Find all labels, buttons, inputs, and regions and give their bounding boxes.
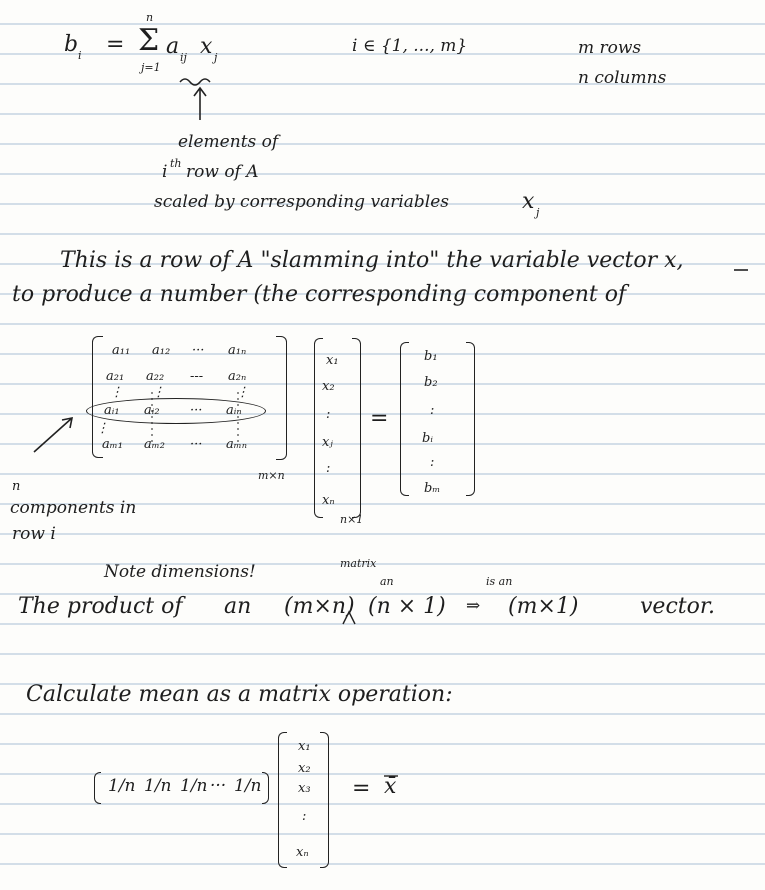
sum-sigma: Σ (138, 23, 160, 58)
vector-x-entry: x₁ (326, 353, 339, 368)
annotation-line3-j: j (536, 206, 540, 219)
dimensions-nx1: (n × 1) (368, 594, 446, 619)
row-note-line1: components in (10, 498, 137, 518)
insert-caret (343, 612, 355, 624)
matrix-a-entry: a₁ₙ (228, 343, 247, 358)
matrix-a-vdots: ⋮ (96, 421, 109, 436)
explanation-line1: This is a row of A "slamming into" the variable vector x, (60, 248, 684, 273)
dimensions-mx1: (m×1) (508, 594, 579, 619)
mean-heading: Calculate mean as a matrix operation: (26, 682, 453, 707)
dimensions-word-vector: vector. (640, 594, 715, 619)
dimensions-word-an: an (224, 594, 252, 619)
mean-column-entry: xₙ (296, 845, 309, 860)
matrix-a-entry: a₁₂ (152, 343, 171, 358)
annotation-line3: scaled by corresponding variables (154, 192, 450, 212)
matrix-a-entry: ··· (190, 437, 203, 452)
vector-x-entry: : (326, 407, 331, 422)
rows-note: m rows (578, 38, 642, 58)
up-arrow-to-term (194, 88, 206, 120)
matrix-a-vdots: ⋮ (152, 385, 165, 400)
vector-b-entry: bᵢ (422, 431, 433, 446)
mean-column-entry: x₂ (298, 761, 311, 776)
vector-b-entry: : (430, 455, 435, 470)
mean-row-entry: 1/n (144, 776, 172, 796)
columns-note: n columns (578, 68, 667, 88)
vector-x-entry: xⱼ (322, 435, 333, 450)
sum-term-a-sub: ij (180, 51, 187, 64)
vector-x-entry: : (326, 461, 331, 476)
dimensions-mn: (m×n) (284, 594, 355, 619)
sum-upper-limit: n (146, 11, 154, 24)
sum-term-x-sub: j (214, 51, 218, 64)
mean-equals: = (352, 776, 371, 801)
mean-column-entry: x₃ (298, 781, 311, 796)
vector-b-entry: bₘ (424, 481, 441, 496)
matrix-a-entry: aᵢₙ (226, 403, 242, 418)
above-matrix: matrix (340, 557, 377, 570)
vector-b-entry: b₂ (424, 375, 438, 390)
mean-column-entry: x₁ (298, 739, 311, 754)
matrix-a-entry: --- (190, 369, 204, 384)
matrix-a-entry: ··· (192, 343, 205, 358)
vector-b-entry: : (430, 403, 435, 418)
tilde-under-term (180, 79, 210, 85)
above-is-an: is an (486, 575, 513, 588)
annotation-line1: elements of (178, 132, 279, 152)
vector-x-entry: x₂ (322, 379, 335, 394)
matrix-a-entry: a₂ₙ (228, 369, 247, 384)
matrix-a-entry: aₘₙ (226, 437, 247, 452)
matrix-a-entry: a₂₁ (106, 369, 125, 384)
matrix-a-entry: aₘ₁ (102, 437, 123, 452)
annotation-line2-th: th (170, 157, 182, 170)
sum-term-x: x (200, 34, 213, 59)
dotted-column-line (152, 392, 238, 444)
annotation-line2-i: i (162, 162, 168, 182)
sum-lhs-sub: i (78, 49, 82, 62)
sum-lower-limit: j=1 (141, 61, 161, 74)
matrix-a-dims: m×n (258, 469, 285, 482)
matrix-a-entry: a₂₂ (146, 369, 165, 384)
matrix-a-entry: a₁₁ (112, 343, 131, 358)
index-set: i ∈ {1, ..., m} (352, 36, 468, 56)
sum-equals: = (106, 32, 125, 57)
above-an: an (380, 575, 394, 588)
dimensions-arrow: ⇒ (466, 596, 481, 616)
matrix-a-vdots: ⋮ (236, 385, 249, 400)
annotation-line3-x: x (522, 189, 535, 214)
row-pointer-arrow (34, 418, 72, 452)
annotation-line2-rest: row of A (186, 162, 259, 182)
vector-x-entry: xₙ (322, 493, 335, 508)
matrix-a-entry: aᵢ₁ (104, 403, 120, 418)
dimensions-sentence-start: The product of (18, 594, 183, 619)
matrix-a-entry: ··· (190, 403, 203, 418)
row-note-n: n (12, 479, 21, 494)
mean-column-entry: : (302, 809, 307, 824)
explanation-line2: to produce a number (the corresponding component of (12, 282, 627, 307)
matrix-a-entry: aₘ₂ (144, 437, 165, 452)
mean-row-entry: 1/n (108, 776, 136, 796)
matrix-a-vdots: ⋮ (110, 385, 123, 400)
sum-term-a: a (166, 34, 180, 59)
vector-b-entry: b₁ (424, 349, 438, 364)
vector-x-dims: n×1 (340, 513, 364, 526)
matrix-equation-equals: = (370, 406, 389, 431)
mean-row-entry: ··· (210, 776, 227, 796)
sum-lhs: b (64, 32, 79, 57)
dimensions-note: Note dimensions! (104, 562, 256, 582)
mean-row-entry: 1/n (234, 776, 262, 796)
mean-result: x̄ (384, 774, 397, 799)
mean-row-entry: 1/n (180, 776, 208, 796)
row-note-line2: row i (12, 524, 56, 544)
matrix-a-entry: aᵢ₂ (144, 403, 160, 418)
